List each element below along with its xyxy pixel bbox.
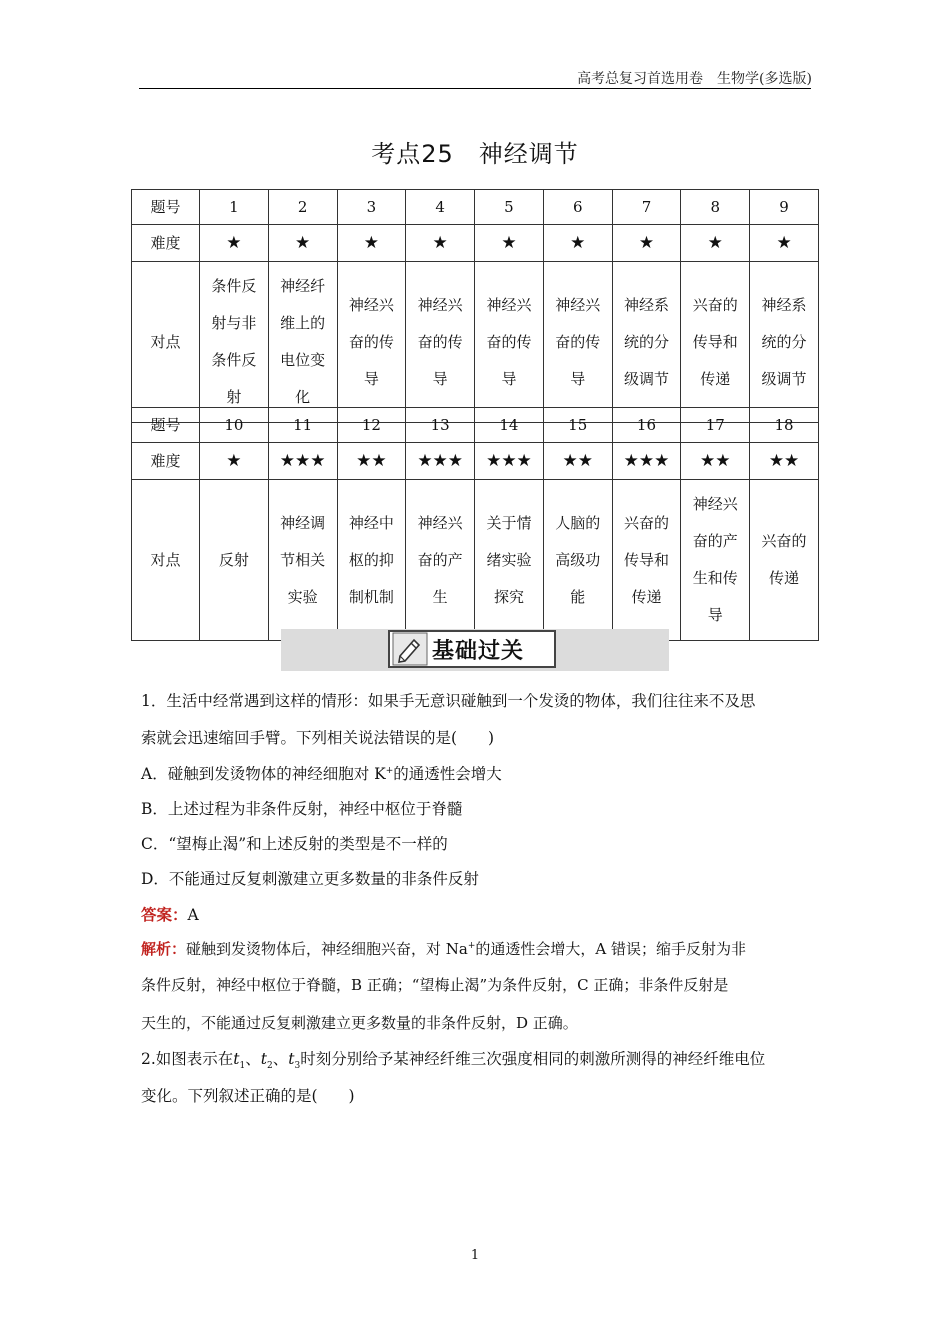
difficulty-stars: ★ — [543, 225, 612, 262]
label-num: 题号 — [132, 190, 200, 225]
topic-line: 电位变 — [280, 351, 326, 369]
q-num: 13 — [406, 408, 475, 443]
t-var: t — [288, 1050, 295, 1068]
q2-text-tail: 时刻分别给予某神经纤维三次强度相同的刺激所测得的神经纤维电位 — [300, 1050, 766, 1068]
topic-line: 维上的 — [280, 314, 326, 332]
topic-cell — [475, 480, 544, 641]
difficulty-stars: ★ — [200, 225, 269, 262]
q-num: 17 — [681, 408, 750, 443]
subscript: 3 — [294, 1061, 301, 1072]
difficulty-stars: ★ — [612, 225, 681, 262]
topic-cell — [200, 480, 269, 641]
topic-cell — [268, 262, 337, 423]
topic-line: 条件反 — [211, 277, 257, 295]
topic-line: 奋的传 — [555, 332, 601, 351]
difficulty-stars: ★ — [200, 443, 269, 480]
q-num: 4 — [406, 190, 475, 225]
topic-cell — [543, 480, 612, 641]
topic-line: 高级功 — [555, 550, 601, 569]
table-row-difficulty — [132, 443, 819, 480]
q1-option-a-tail: 的通透性会增大 — [393, 765, 502, 783]
topic-line: 反射 — [218, 550, 249, 569]
topic-line: 射与非 — [211, 314, 257, 332]
topic-line: 导 — [501, 369, 517, 388]
topic-line: 生 — [432, 587, 448, 606]
topic-line: 条件反 — [211, 351, 257, 369]
difficulty-stars: ★★★ — [612, 443, 681, 480]
answer-label: 答案： — [141, 906, 188, 924]
topic-cell — [268, 480, 337, 641]
q-num: 2 — [268, 190, 337, 225]
topic-line: 传递 — [631, 587, 662, 606]
topic-cell — [337, 262, 406, 423]
header-rule — [139, 88, 811, 89]
analysis-label: 解析： — [141, 940, 187, 958]
topic-cell — [681, 262, 750, 423]
topic-line: 关于情 — [486, 513, 532, 532]
q-num: 9 — [750, 190, 819, 225]
topic-line: 兴奋的 — [623, 513, 669, 532]
topic-line: 导 — [363, 369, 379, 388]
subscript: 1 — [239, 1061, 246, 1072]
topic-line: 绪实验 — [486, 550, 532, 569]
difficulty-stars: ★★★ — [268, 443, 337, 480]
topic-line: 兴奋的 — [761, 532, 807, 550]
page-title: 考点25 神经调节 — [371, 140, 579, 168]
difficulty-stars: ★ — [750, 225, 819, 262]
separator: 、 — [245, 1050, 261, 1068]
difficulty-stars: ★★ — [681, 443, 750, 480]
pencil-icon — [392, 632, 428, 666]
q1-stem-line2: 索就会迅速缩回手臂。下列相关说法错误的是( ) — [141, 729, 495, 747]
topic-line: 导 — [707, 606, 723, 624]
q-num: 1 — [200, 190, 269, 225]
separator: 、 — [272, 1050, 289, 1068]
topic-line: 奋的产 — [417, 550, 463, 569]
topic-line: 生和传 — [692, 569, 738, 587]
q1-answer — [141, 903, 199, 925]
topic-cell — [406, 262, 475, 423]
topic-line: 神经兴 — [692, 495, 738, 513]
section-title: 基础过关 — [432, 639, 525, 664]
topic-cell — [612, 480, 681, 641]
topic-cell — [475, 262, 544, 423]
table-row-topics — [132, 480, 819, 641]
topic-line: 神经系 — [623, 295, 669, 314]
difficulty-stars: ★★ — [543, 443, 612, 480]
q-num: 11 — [268, 408, 337, 443]
q-num: 15 — [543, 408, 612, 443]
topic-line: 神经兴 — [417, 513, 463, 532]
topic-line: 能 — [570, 587, 586, 606]
q-num: 5 — [475, 190, 544, 225]
q-num: 6 — [543, 190, 612, 225]
q-num: 16 — [612, 408, 681, 443]
topic-line: 神经兴 — [348, 295, 394, 314]
analysis-text-tail: 的通透性会增大，A 错误；缩手反射为非 — [475, 940, 747, 958]
topic-cell — [406, 480, 475, 641]
difficulty-stars: ★ — [406, 225, 475, 262]
difficulty-stars: ★ — [268, 225, 337, 262]
topic-line: 奋的传 — [348, 332, 394, 351]
topic-line: 传导和 — [623, 550, 669, 569]
difficulty-table-1 — [131, 189, 819, 423]
q2-stem-line2: 变化。下列叙述正确的是( ) — [141, 1087, 355, 1105]
topic-line: 奋的传 — [417, 332, 463, 351]
topic-line: 导 — [432, 369, 448, 388]
q-num: 14 — [475, 408, 544, 443]
label-difficulty: 难度 — [132, 443, 200, 480]
q1-option-a — [141, 762, 502, 784]
topic-line: 兴奋的 — [692, 295, 738, 314]
difficulty-stars: ★ — [681, 225, 750, 262]
topic-cell — [681, 480, 750, 641]
topic-cell — [750, 262, 819, 423]
q-num: 7 — [612, 190, 681, 225]
q1-option-b: B．上述过程为非条件反射，神经中枢位于脊髓 — [141, 800, 463, 818]
t-var: t — [260, 1050, 268, 1068]
difficulty-stars: ★ — [337, 225, 406, 262]
topic-cell — [200, 262, 269, 423]
label-topic: 对点 — [132, 480, 200, 641]
topic-line: 传递 — [769, 569, 800, 587]
q1-analysis-line2: 条件反射，神经中枢位于脊髓，B 正确；“望梅止渴”为条件反射，C 正确；非条件反射是 — [141, 976, 729, 994]
topic-line: 级调节 — [761, 369, 807, 388]
topic-cell — [337, 480, 406, 641]
q-num: 8 — [681, 190, 750, 225]
label-num: 题号 — [132, 408, 200, 443]
topic-line: 神经系 — [761, 295, 807, 314]
topic-line: 枢的抑 — [348, 550, 394, 569]
table-row-numbers — [132, 190, 819, 225]
page-number: 1 — [470, 1248, 480, 1263]
difficulty-stars: ★ — [475, 225, 544, 262]
q-num: 18 — [750, 408, 819, 443]
table-row-difficulty — [132, 225, 819, 262]
label-difficulty: 难度 — [132, 225, 200, 262]
topic-line: 神经兴 — [486, 295, 532, 314]
topic-line: 奋的传 — [486, 332, 532, 351]
subscript: 2 — [267, 1061, 273, 1072]
label-topic: 对点 — [132, 262, 200, 423]
topic-line: 统的分 — [761, 332, 807, 351]
difficulty-stars: ★★★ — [475, 443, 544, 480]
topic-line: 实验 — [287, 587, 318, 606]
q-num: 3 — [337, 190, 406, 225]
difficulty-stars: ★★★ — [406, 443, 475, 480]
superscript: + — [467, 941, 476, 951]
topic-line: 奋的产 — [692, 532, 738, 550]
topic-line: 传递 — [700, 369, 731, 388]
analysis-text: 碰触到发烫物体后，神经细胞兴奋，对 Na — [186, 940, 468, 958]
topic-line: 人脑的 — [555, 513, 601, 532]
q1-analysis-line1 — [141, 938, 746, 959]
topic-line: 射 — [226, 388, 242, 406]
q1-option-d: D．不能通过反复刺激建立更多数量的非条件反射 — [141, 870, 479, 888]
topic-line: 神经兴 — [417, 295, 463, 314]
topic-line: 化 — [295, 388, 311, 406]
t-var: t — [233, 1050, 240, 1068]
topic-line: 传导和 — [692, 332, 738, 351]
difficulty-table-2 — [131, 407, 819, 641]
topic-line: 导 — [570, 369, 586, 388]
superscript: + — [385, 765, 394, 776]
topic-line: 神经兴 — [555, 295, 601, 314]
topic-line: 神经中 — [348, 513, 394, 532]
topic-line: 级调节 — [623, 369, 669, 388]
table-row-topics — [132, 262, 819, 423]
topic-line: 探究 — [493, 587, 524, 606]
difficulty-stars: ★★ — [337, 443, 406, 480]
q1-stem-line1: 1．生活中经常遇到这样的情形：如果手无意识碰触到一个发烫的物体，我们往往来不及思 — [141, 692, 756, 710]
q-num: 12 — [337, 408, 406, 443]
running-header: 高考总复习首选用卷 生物学(多选版) — [577, 71, 812, 87]
q2-text: 2.如图表示在 — [141, 1050, 234, 1068]
answer-value: A — [187, 906, 199, 924]
topic-line: 统的分 — [623, 332, 669, 351]
q1-option-c: C．“望梅止渴”和上述反射的类型是不一样的 — [141, 835, 448, 853]
topic-cell — [543, 262, 612, 423]
table-row-numbers — [132, 408, 819, 443]
topic-line: 神经纤 — [280, 277, 326, 295]
topic-cell — [612, 262, 681, 423]
q1-option-a-text: A．碰触到发烫物体的神经细胞对 K — [141, 765, 386, 783]
q2-stem-line1 — [141, 1047, 765, 1071]
topic-line: 节相关 — [280, 550, 326, 569]
q-num: 10 — [200, 408, 269, 443]
topic-line: 神经调 — [280, 513, 326, 532]
difficulty-stars: ★★ — [750, 443, 819, 480]
topic-line: 制机制 — [348, 587, 394, 606]
q1-analysis-line3: 天生的，不能通过反复刺激建立更多数量的非条件反射，D 正确。 — [141, 1014, 578, 1032]
topic-cell — [750, 480, 819, 641]
